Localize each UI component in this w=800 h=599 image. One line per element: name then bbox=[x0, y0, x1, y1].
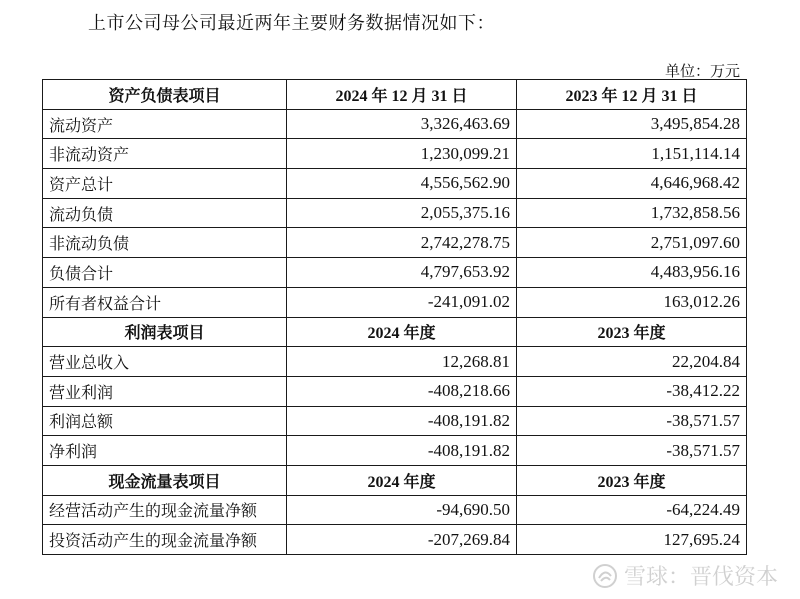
table-row bbox=[43, 406, 747, 436]
table-row bbox=[43, 436, 747, 466]
section-header-row bbox=[43, 80, 747, 110]
row-label: 投资活动产生的现金流量净额 bbox=[43, 525, 287, 555]
row-label: 资产总计 bbox=[43, 169, 287, 199]
period-header: 2023 年 12 月 31 日 bbox=[517, 80, 747, 110]
table-row bbox=[43, 287, 747, 317]
value-cell: 127,695.24 bbox=[517, 525, 747, 555]
table-row bbox=[43, 376, 747, 406]
period-header: 2024 年度 bbox=[287, 317, 517, 347]
value-cell: 2,055,375.16 bbox=[287, 198, 517, 228]
value-cell: -94,690.50 bbox=[287, 495, 517, 525]
table-row bbox=[43, 198, 747, 228]
period-header: 2024 年度 bbox=[287, 465, 517, 495]
table-row bbox=[43, 258, 747, 288]
row-label: 负债合计 bbox=[43, 258, 287, 288]
unit-label: 单位：万元 bbox=[664, 62, 740, 80]
value-cell: 1,151,114.14 bbox=[517, 139, 747, 169]
table-row bbox=[43, 495, 747, 525]
value-cell: 4,483,956.16 bbox=[517, 258, 747, 288]
period-header: 2024 年 12 月 31 日 bbox=[287, 80, 517, 110]
value-cell: -64,224.49 bbox=[517, 495, 747, 525]
financial-data-table bbox=[42, 79, 747, 555]
row-label: 流动负债 bbox=[43, 198, 287, 228]
row-label: 营业总收入 bbox=[43, 347, 287, 377]
value-cell: 163,012.26 bbox=[517, 287, 747, 317]
value-cell: -207,269.84 bbox=[287, 525, 517, 555]
value-cell: -408,191.82 bbox=[287, 436, 517, 466]
value-cell: 1,732,858.56 bbox=[517, 198, 747, 228]
table-row bbox=[43, 347, 747, 377]
snowball-logo-icon bbox=[592, 563, 618, 589]
value-cell: -38,571.57 bbox=[517, 436, 747, 466]
value-cell: 4,646,968.42 bbox=[517, 169, 747, 199]
row-label: 非流动资产 bbox=[43, 139, 287, 169]
row-label: 流动资产 bbox=[43, 109, 287, 139]
table-row bbox=[43, 109, 747, 139]
intro-text: 上市公司母公司最近两年主要财务数据情况如下： bbox=[88, 13, 495, 34]
watermark-text: 雪球：晋伐资本 bbox=[623, 565, 778, 590]
table-row bbox=[43, 169, 747, 199]
period-header: 2023 年度 bbox=[517, 465, 747, 495]
row-label: 所有者权益合计 bbox=[43, 287, 287, 317]
row-label: 营业利润 bbox=[43, 376, 287, 406]
section-title: 利润表项目 bbox=[43, 317, 287, 347]
value-cell: -241,091.02 bbox=[287, 287, 517, 317]
section-title: 现金流量表项目 bbox=[43, 465, 287, 495]
section-header-row bbox=[43, 465, 747, 495]
value-cell: 1,230,099.21 bbox=[287, 139, 517, 169]
value-cell: 12,268.81 bbox=[287, 347, 517, 377]
value-cell: 3,495,854.28 bbox=[517, 109, 747, 139]
value-cell: -408,191.82 bbox=[287, 406, 517, 436]
value-cell: -38,571.57 bbox=[517, 406, 747, 436]
row-label: 利润总额 bbox=[43, 406, 287, 436]
value-cell: 4,556,562.90 bbox=[287, 169, 517, 199]
table-row bbox=[43, 228, 747, 258]
value-cell: 2,742,278.75 bbox=[287, 228, 517, 258]
section-header-row bbox=[43, 317, 747, 347]
section-title: 资产负债表项目 bbox=[43, 80, 287, 110]
row-label: 净利润 bbox=[43, 436, 287, 466]
value-cell: -408,218.66 bbox=[287, 376, 517, 406]
value-cell: 22,204.84 bbox=[517, 347, 747, 377]
value-cell: 3,326,463.69 bbox=[287, 109, 517, 139]
table-row bbox=[43, 139, 747, 169]
value-cell: 2,751,097.60 bbox=[517, 228, 747, 258]
value-cell: -38,412.22 bbox=[517, 376, 747, 406]
value-cell: 4,797,653.92 bbox=[287, 258, 517, 288]
period-header: 2023 年度 bbox=[517, 317, 747, 347]
row-label: 非流动负债 bbox=[43, 228, 287, 258]
table-row bbox=[43, 525, 747, 555]
row-label: 经营活动产生的现金流量净额 bbox=[43, 495, 287, 525]
watermark bbox=[592, 560, 778, 591]
